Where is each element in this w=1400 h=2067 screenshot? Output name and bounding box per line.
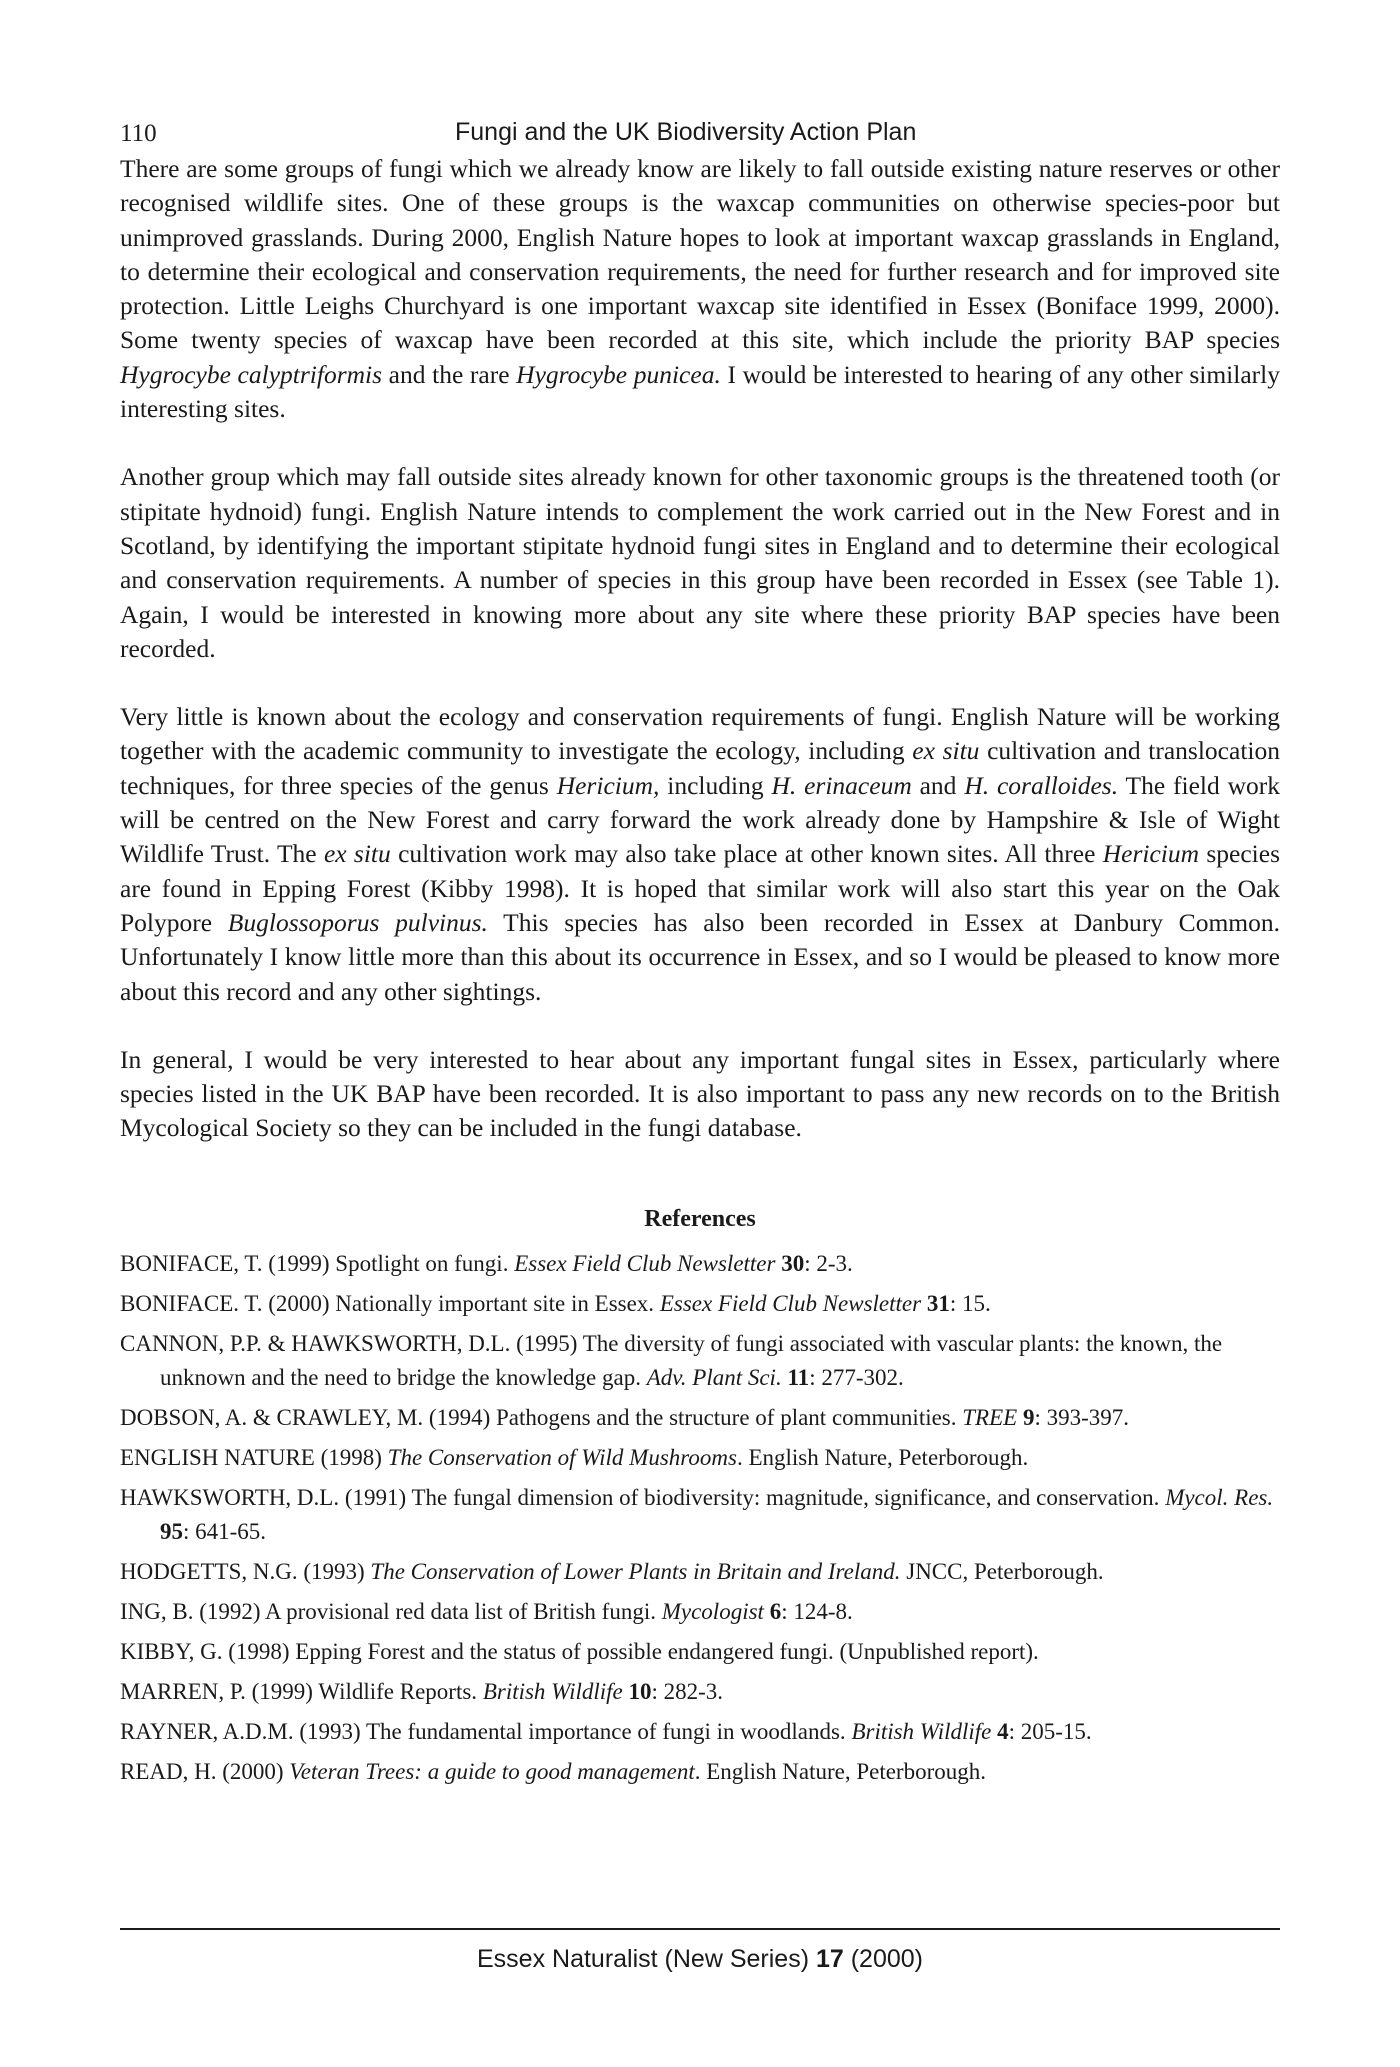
ref-text: HODGETTS, N.G. (1993) (120, 1558, 371, 1584)
reference-item (120, 1555, 1280, 1589)
paragraph-text: Very little is known about the ecology and conservation requirements of fungi. English Nature will be working together with the academic community to investigate the ecology, including (120, 702, 1280, 766)
italic-term: ex situ (912, 736, 980, 766)
footer-journal: Essex Naturalist (New Series) (476, 1945, 816, 1973)
ref-source: TREE (962, 1404, 1018, 1430)
italic-term: ex situ (323, 839, 391, 869)
reference-item (120, 1401, 1280, 1435)
ref-pages: : 641-65. (183, 1518, 267, 1544)
paragraph-text: including (659, 770, 772, 800)
ref-volume: 10 (628, 1678, 652, 1704)
ref-source: The Conservation of Wild Mushrooms (387, 1444, 737, 1470)
footer-rule (120, 1928, 1280, 1930)
running-header (120, 112, 1280, 152)
ref-source: The Conservation of Lower Plants in Britain and Ireland. (370, 1558, 901, 1584)
references-list (120, 1247, 1280, 1789)
species-name: H. coralloides. (964, 770, 1119, 800)
ref-volume: 95 (160, 1518, 183, 1544)
ref-source: British Wildlife (851, 1718, 992, 1744)
ref-text: MARREN, P. (1999) Wildlife Reports. (120, 1678, 483, 1704)
reference-item (120, 1441, 1280, 1475)
species-name: Hygrocybe calyptriformis (120, 359, 383, 389)
paragraph-text: Another group which may fall outside sites already known for other taxonomic groups is the threatened tooth (or stipitate hydnoid) fungi. English Nature intends to complement the work carried out in the New Forest and in Scotland, by identifying the important stipitate hydnoid fungi sites in England and to determine their ecological and conservation requirements. A number of species in this group have been recorded in Essex (see Table 1). Again, I would be interested in knowing more about any site where these priority BAP species have been recorded. (120, 462, 1280, 663)
ref-pages: JNCC, Peterborough. (900, 1558, 1104, 1584)
ref-volume: 31 (926, 1290, 950, 1316)
species-name: Hericium (1102, 839, 1200, 869)
ref-text: DOBSON, A. & CRAWLEY, M. (1994) Pathogens and the structure of plant communities. (120, 1404, 963, 1430)
ref-volume: 11 (787, 1364, 810, 1390)
paragraph-hericium (120, 700, 1280, 1009)
journal-footer (120, 1945, 1280, 1974)
reference-item (120, 1247, 1280, 1281)
ref-text: ENGLISH NATURE (1998) (120, 1444, 388, 1470)
ref-text: HAWKSWORTH, D.L. (1991) The fungal dimension of biodiversity: magnitude, significance, and conservation. (120, 1484, 1166, 1510)
species-name: Buglossoporus pulvinus. (227, 907, 488, 937)
reference-item (120, 1327, 1280, 1395)
footer-volume: 17 (815, 1945, 844, 1973)
ref-pages: : 393-397. (1034, 1404, 1130, 1430)
ref-text: CANNON, P.P. & HAWKSWORTH, D.L. (1995) The diversity of fungi associated with vascular plants: the known, the unknown and the need to bridge the knowledge gap. (120, 1330, 1223, 1390)
paragraph-text: The field work will be centred on the New Forest and carry forward the work already done by Hampshire & Isle of Wight Wildlife Trust. The (120, 770, 1281, 869)
species-name: Hygrocybe punicea. (516, 359, 721, 389)
paragraph-text: There are some groups of fungi which we already know are likely to fall outside existing nature reserves or other recognised wildlife sites. One of these groups is the waxcap communities on otherwise species-poor but unimproved grasslands. During 2000, English Nature hopes to look at important waxcap grasslands in England, to determine their ecological and conservation requirements, the need for further research and for improved site protection. Little Leighs Churchyard is one important waxcap site identified in Essex (Boniface 1999, 2000). Some twenty species of waxcap have been recorded at this site, which include the priority BAP species (120, 154, 1280, 355)
reference-item (120, 1675, 1280, 1709)
running-title: Fungi and the UK Biodiversity Action Plan (455, 118, 917, 146)
ref-volume: 4 (997, 1718, 1009, 1744)
reference-item (120, 1287, 1280, 1321)
reference-item (120, 1635, 1280, 1669)
paragraph-text: cultivation work may also take place at other known sites. All three (390, 839, 1103, 869)
ref-text: RAYNER, A.D.M. (1993) The fundamental importance of fungi in woodlands. (120, 1718, 852, 1744)
paragraph-text: species are found in Epping Forest (Kibby 1998). It is hoped that similar work will also start this year on the Oak Polypore (120, 839, 1281, 937)
paragraph-waxcap (120, 152, 1280, 426)
ref-pages: : 15. (949, 1290, 991, 1316)
reference-item (120, 1595, 1280, 1629)
paragraph-tooth-fungi (120, 460, 1280, 666)
page (120, 112, 1280, 1795)
species-name: Hericium, (556, 770, 660, 800)
ref-source: Essex Field Club Newsletter (659, 1290, 922, 1316)
ref-text: READ, H. (2000) (120, 1758, 290, 1784)
ref-text: BONIFACE. T. (2000) Nationally important site in Essex. (120, 1290, 660, 1316)
ref-volume: 9 (1022, 1404, 1035, 1430)
ref-source: Essex Field Club Newsletter (514, 1250, 776, 1276)
reference-item (120, 1715, 1280, 1749)
ref-source: Adv. Plant Sci. (646, 1364, 782, 1390)
footer-year: (2000) (843, 1945, 923, 1973)
ref-pages: . English Nature, Peterborough. (694, 1758, 986, 1784)
ref-volume: 6 (769, 1598, 782, 1624)
ref-pages: : 282-3. (651, 1678, 724, 1704)
ref-source: British Wildlife (482, 1678, 623, 1704)
paragraph-text: I would be interested to hearing of any other similarly interesting sites. (120, 359, 1280, 424)
ref-text: BONIFACE, T. (1999) Spotlight on fungi. (120, 1250, 515, 1276)
ref-source: Mycol. Res. (1165, 1484, 1274, 1510)
paragraph-general (120, 1043, 1280, 1146)
ref-source: Mycologist (661, 1598, 764, 1624)
ref-pages: : 205-15. (1008, 1718, 1092, 1744)
ref-pages: . English Nature, Peterborough. (736, 1444, 1029, 1470)
reference-item (120, 1481, 1280, 1549)
paragraph-text: cultivation and translocation techniques, for three species of the genus (120, 736, 1280, 800)
ref-source: Veteran Trees: a guide to good management (289, 1758, 695, 1784)
ref-pages: : 2-3. (804, 1250, 853, 1276)
ref-text: KIBBY, G. (1998) Epping Forest and the status of possible endangered fungi. (Unpublished report). (120, 1638, 1039, 1664)
paragraph-text: and the rare (382, 359, 517, 389)
species-name: H. erinaceum (771, 770, 912, 800)
ref-text: ING, B. (1992) A provisional red data list of British fungi. (120, 1598, 662, 1624)
paragraph-text: This species has also been recorded in Essex at Danbury Common. Unfortunately I know little more than this about its occurrence in Essex, and so I would be pleased to know more about this record and any other sightings. (120, 907, 1280, 1006)
page-number: 110 (120, 120, 157, 147)
references-heading: References (644, 1205, 756, 1232)
ref-pages: : 124-8. (781, 1598, 853, 1624)
ref-volume: 30 (781, 1250, 805, 1276)
paragraph-text: and (911, 770, 965, 800)
ref-pages: : 277-302. (809, 1364, 904, 1390)
reference-item (120, 1755, 1280, 1789)
paragraph-text: In general, I would be very interested to hear about any important fungal sites in Essex, particularly where species listed in the UK BAP have been recorded. It is also important to pass any new records on to the British Mycological Society so they can be included in the fungi database. (120, 1044, 1280, 1143)
